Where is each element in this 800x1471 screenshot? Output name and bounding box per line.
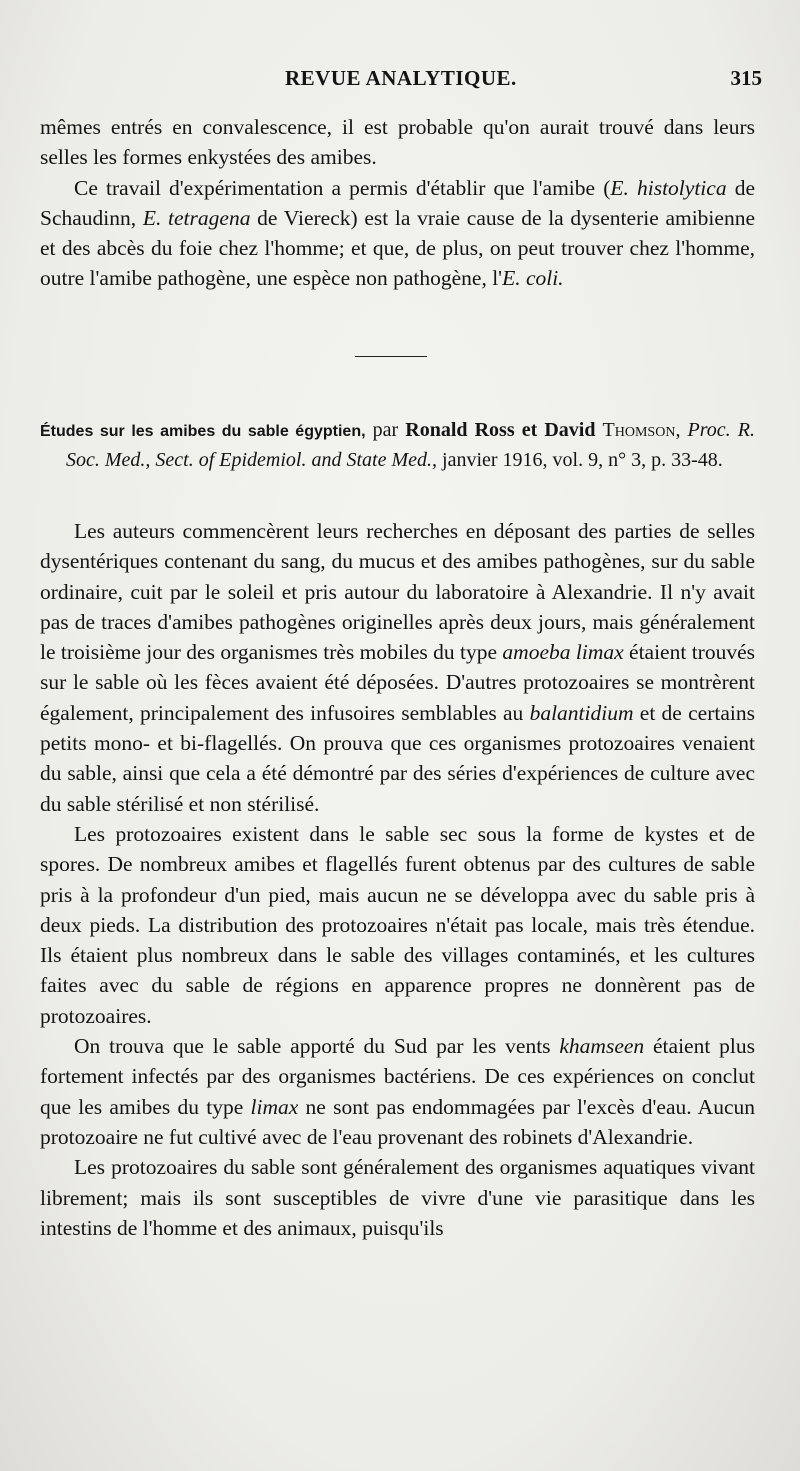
section-divider xyxy=(355,356,427,357)
body-paragraph-4: Les protozoaires du sable sont généralement des organismes aquatiques vivant librement; mais ils sont susceptibles de vivre d'une vie parasitique dans les intestins de l'homme et des animaux, puisqu'ils xyxy=(40,1155,755,1240)
text-run: On trouva que le sable apporté du Sud par les vents xyxy=(74,1034,560,1059)
body-paragraph-3 xyxy=(40,1031,755,1152)
text-run: de Viereck) est la vraie cause de la dysenterie amibienne et des abcès du foie chez l'homme; et que, de plus, on peut trouver chez l'homme, outre l'amibe pathogène, une espèce non pathogène, l' xyxy=(40,205,755,291)
text-run: Ce travail d'expérimentation a permis d'établir que l'amibe ( xyxy=(74,175,611,200)
species-name: limax xyxy=(250,1094,299,1119)
species-name: amoeba limax xyxy=(502,640,624,665)
bibliographic-reference xyxy=(40,416,755,475)
journal-name: Proc. R. Soc. Med., Sect. of Epidemiol. and State Med., xyxy=(66,419,755,471)
text-run: par xyxy=(365,419,406,441)
running-title: REVUE ANALYTIQUE. xyxy=(285,66,517,90)
running-header xyxy=(40,66,770,106)
text-run: étaient plus fortement infectés par des organismes bactériens. De ces expériences on conclut que les amibes du type xyxy=(40,1034,756,1119)
reference-entry xyxy=(40,416,755,475)
intro-paragraph-continuation: mêmes entrés en convalescence, il est probable qu'on aurait trouvé dans leurs selles les formes enkystées des amibes. xyxy=(40,115,755,170)
wind-name: khamseen xyxy=(559,1034,645,1059)
intro-section xyxy=(40,112,755,294)
species-name: balantidium xyxy=(529,700,634,725)
article-title: Études sur les amibes du sable égyptien, xyxy=(40,423,366,440)
species-name: E. histolytica xyxy=(610,175,727,200)
text-run: de Schaudinn, xyxy=(40,175,756,230)
text-run: et de certains petits mono- et bi-flagellés. On prouva que ces organismes protozoaires venaient du sable, ainsi que cela a été démontré par des séries d'expériences de culture avec du sable stérilisé et non stérilisé. xyxy=(40,700,755,816)
text-run: ne sont pas endommagées par l'excès d'eau. Aucun protozoaire ne fut cultivé avec de l'eau provenant des robinets d'Alexandrie. xyxy=(40,1094,755,1149)
text-run: Les auteurs commencèrent leurs recherches en déposant des parties de selles dysentériques contenant du sang, du mucus et des amibes pathogènes, sur du sable ordinaire, cuit par le soleil et pris autour du laboratoire à Alexandrie. Il n'y avait pas de traces d'amibes pathogènes originelles après deux jours, mais généralement le troisième jour des organismes très mobiles du type xyxy=(40,519,755,665)
review-body xyxy=(40,516,755,1243)
body-paragraph-2: Les protozoaires existent dans le sable sec sous la forme de kystes et de spores. De nombreux amibes et flagellés furent obtenus par des cultures de sable pris à la profondeur d'un pied, mais aucun ne se développa avec du sable pris à deux pieds. La distribution des protozoaires n'était pas locale, mais très étendue. Ils étaient plus nombreux dans le sable des villages contaminés, et les cultures faites avec du sable de régions en apparence propres ne donnèrent pas de protozoaires. xyxy=(40,821,755,1028)
article-author: Thomson, xyxy=(602,419,681,441)
species-name: E. coli. xyxy=(502,266,564,291)
body-paragraph-1 xyxy=(40,516,755,819)
article-authors: Ronald Ross et David xyxy=(405,419,596,441)
species-name: E. tetragena xyxy=(142,205,251,230)
intro-paragraph-conclusion xyxy=(40,173,755,294)
text-run: étaient trouvés sur le sable où les fèces avaient été déposées. D'autres protozoaires se montrèrent également, principalement des infusoires semblables au xyxy=(40,640,755,725)
page-number: 315 xyxy=(730,66,762,90)
publication-details: janvier 1916, vol. 9, n° 3, p. 33-48. xyxy=(437,449,723,471)
